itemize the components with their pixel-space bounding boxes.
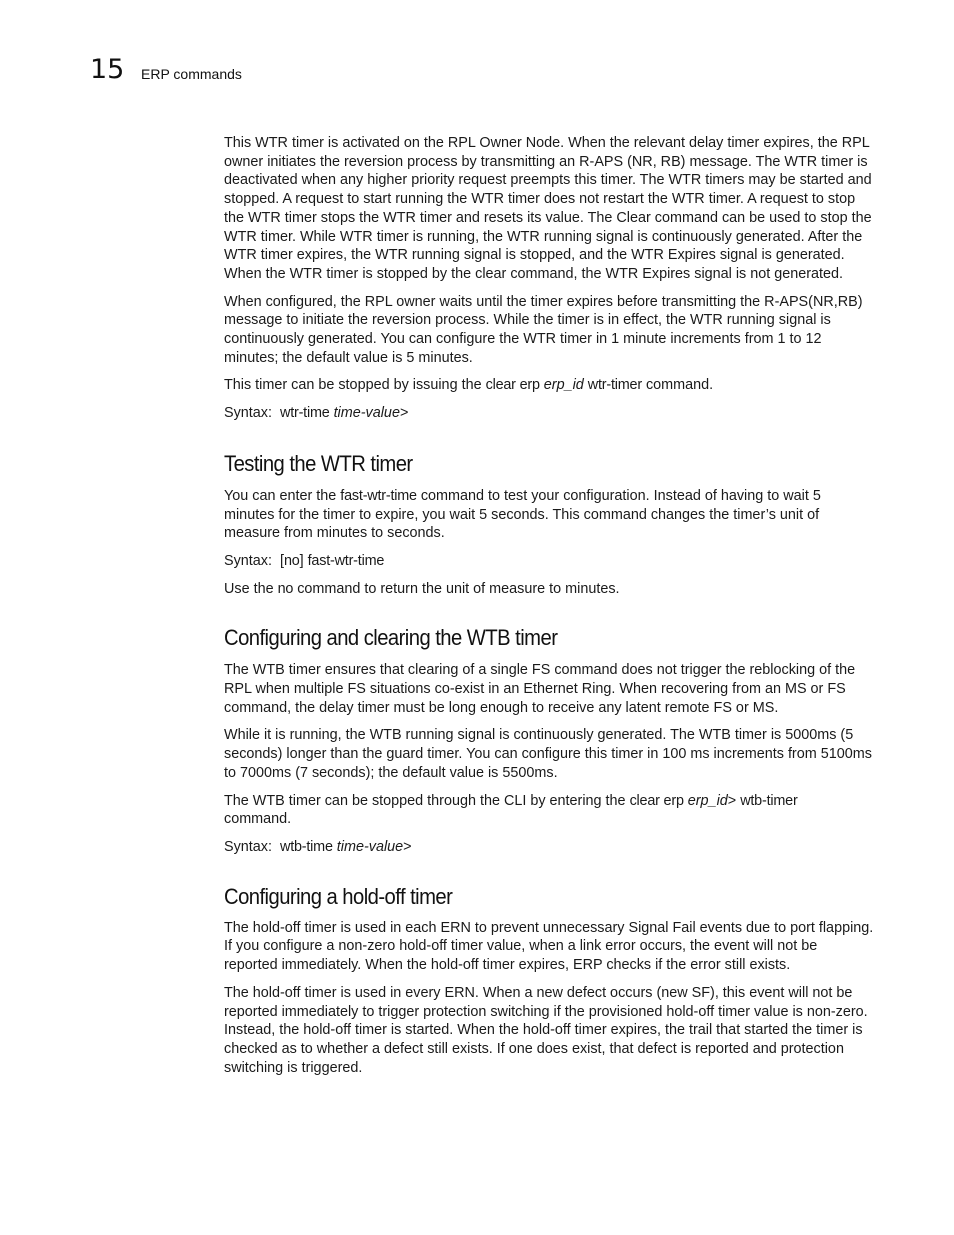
text-fragment: command. [641,377,714,394]
wtr-config-paragraph: When configured, the RPL owner waits until the timer expires before transmitting the R-APS(NR,RB) message to initiate the reversion process. While the timer is in effect, the WTR running signal is continuously generated. You can configure the WTR timer in 1 minute increments from 1 to 12 minutes; the default value is 5 minutes. [224,293,863,366]
text-fragment: Use the [224,580,278,597]
chapter-title: ERP commands [141,66,242,82]
testing-paragraph [224,487,874,543]
syntax-label: Syntax: [224,552,272,569]
wtb-config-paragraph: While it is running, the WTB running signal is continuously generated. The WTB timer is 5000ms (5 seconds) longer than the guard timer. You can configure this timer in 100 ms increments from 5100ms to 7000ms (7 seconds); the default value is 5500ms. [224,727,872,781]
fast-wtr-time-syntax [224,552,874,571]
text-fragment: ] [299,552,304,569]
no-command-paragraph [224,580,874,599]
page-content [224,134,874,1086]
command-keyword: fast-wtr-time [340,487,417,504]
command-variable: erp_id [687,792,728,809]
command-keyword: no [284,552,300,569]
command-keyword: no [277,580,294,597]
command-keyword: fast-wtr-time [307,552,385,569]
command-keyword: wtb-time [280,838,333,855]
wtb-stop-paragraph [224,792,874,829]
text-fragment: command to return the unit of measure to minutes. [293,580,620,597]
text-fragment: This timer can be stopped by issuing the [224,377,486,394]
text-fragment: [ [280,552,284,569]
command-keyword: wtr-timer [587,377,642,394]
command-variable: erp_id [543,377,584,394]
command-variable: time-value [333,405,400,422]
section-heading-wtb-timer: Configuring and clearing the WTB timer [224,625,558,651]
command-keyword: wtb-timer [740,792,798,809]
wtr-time-syntax [224,404,874,423]
command-keyword: wtr-time [280,405,330,422]
section-heading-hold-off-timer: Configuring a hold-off timer [224,883,453,909]
chapter-number: 15 [90,54,125,85]
command-variable: time-value [336,838,404,855]
text-fragment: command to test your configuration. Instead of having to wait 5 minutes for the timer to expire, you wait 5 seconds. This command changes the timer’s unit of measure from minutes to seconds. [224,487,821,542]
command-keyword: clear erp [629,792,684,809]
text-fragment: > [399,405,409,422]
section-heading-testing-wtr: Testing the WTR timer [224,450,413,476]
wtb-time-syntax [224,838,874,857]
syntax-label: Syntax: [224,405,272,422]
holdoff-intro-paragraph: The hold-off timer is used in each ERN to prevent unnecessary Signal Fail events due to port flapping. If you configure a non-zero hold-off timer value, when a link error occurs, the event will not be reported immediately. When the hold-off timer expires, ERP checks if the error still exists. [224,919,874,974]
text-fragment: command. [224,811,292,828]
wtb-intro-paragraph: The WTB timer ensures that clearing of a single FS command does not trigger the reblocking of the RPL when multiple FS situations co-exist in an Ethernet Ring. When recovering from an MS or FS command, the delay timer must be long enough to receive any latent remote FS or MS. [224,662,856,716]
text-fragment: The WTB timer can be stopped through the CLI by entering the [224,792,630,809]
syntax-label: Syntax: [224,838,272,855]
text-fragment: > [727,792,737,809]
holdoff-detail-paragraph: The hold-off timer is used in every ERN. When a new defect occurs (new SF), this event will not be reported immediately to trigger protection switching if the provisioned hold-off timer value is non-zero. Instead, the hold-off timer is started. When the hold-off timer expires, the trail that started the timer is checked as to whether a defect still exists. If one does exist, that defect is reported and protection switching is triggered. [224,984,868,1076]
command-keyword: clear erp [485,377,540,394]
wtr-stop-paragraph [224,376,874,395]
text-fragment: You can enter the [224,487,341,504]
text-fragment: > [403,838,412,855]
wtr-intro-paragraph: This WTR timer is activated on the RPL Owner Node. When the relevant delay timer expires, the RPL owner initiates the reversion process by transmitting an R-APS (NR, RB) message. The WTR timer is deactivated when any higher priority request preempts this timer. The WTR timers may be started and stopped. A request to start running the WTR timer does not restart the WTR timer. A request to stop the WTR timer stops the WTR timer and resets its value. The Clear command can be used to stop the WTR timer. While WTR timer is running, the WTR running signal is continuously generated. After the WTR timer expires, the WTR running signal is stopped, and the WTR Expires signal is generated. When the WTR timer is stopped by the clear command, the WTR Expires signal is not generated. [224,135,872,282]
